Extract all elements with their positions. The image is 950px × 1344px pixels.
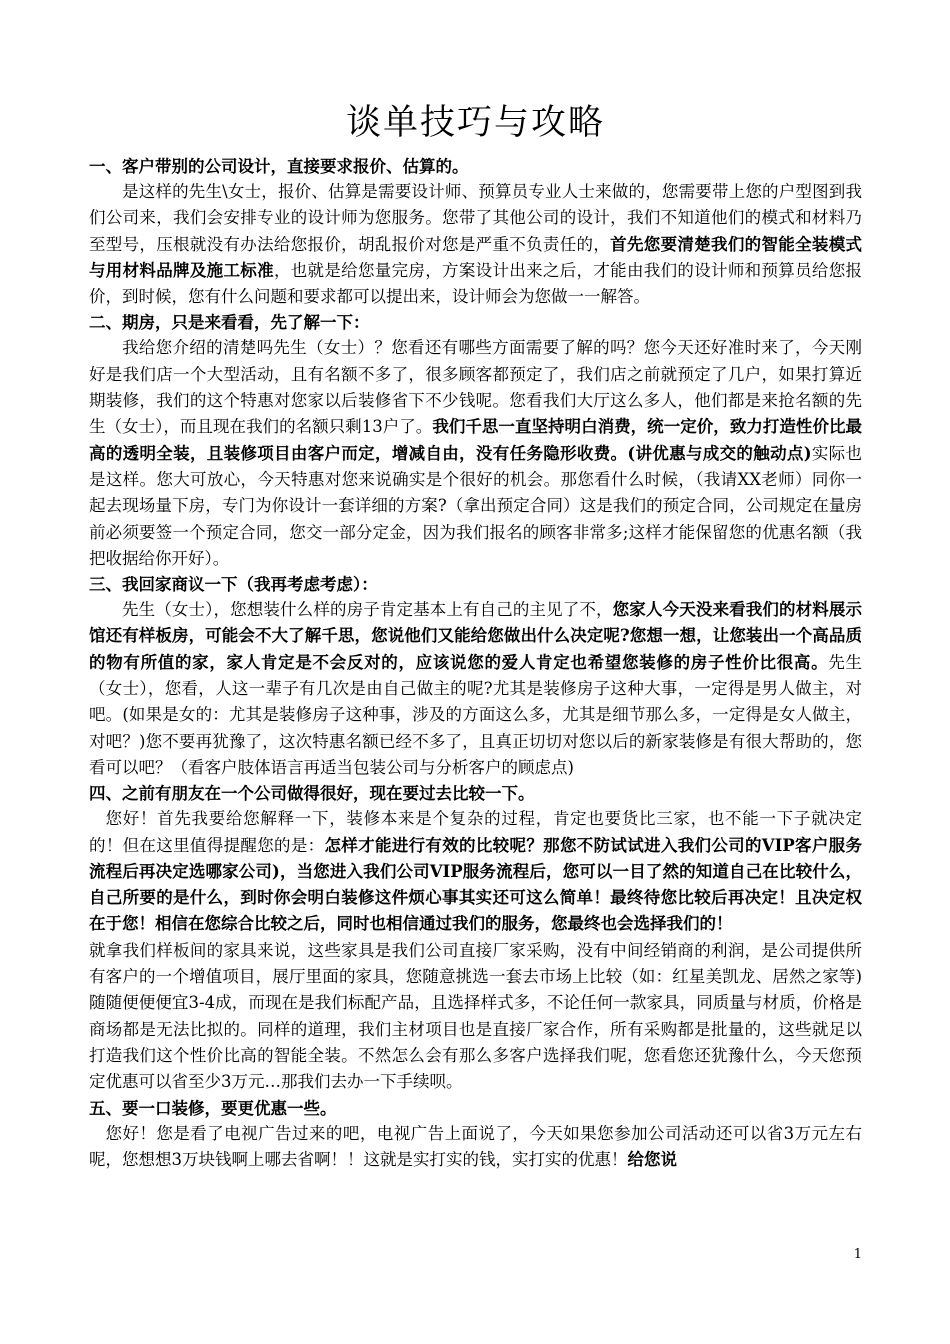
section-paragraph: [89, 1121, 862, 1174]
emphasis-text: 首先您要清楚我们的智能全装模式与用材料品牌及施工标准: [89, 234, 863, 280]
section-4: [89, 781, 862, 1095]
section-2: [89, 310, 862, 572]
body-text: 先生（女士），您看，人这一辈子有几次是由自己做主的呢?尤其是装修房子这种大事，一定得是男人做主，对吧。(如果是女的：尤其是装修房子这种事，涉及的方面这么多，尤其是细节那么多，一定得是女人做主，对吧？)您不要再犹豫了，这次特惠名额已经不多了，且真正切切对您以后的新家装修是有很大帮助的，您看可以吧？（看客户肢体语言再适当包装公司与分析客户的顾虑点): [89, 652, 863, 777]
emphasis-text: 给您说: [627, 1149, 677, 1169]
section-3: [89, 572, 862, 781]
section-heading: 二、期房，只是来看看，先了解一下：: [89, 313, 370, 333]
emphasis-text: 我们千思一直坚持明白消费，统一定价，致力打造性价比最高的透明全装，且装修项目由客户而定，增减自由，没有任务隐形收费。(讲优惠与成交的触动点): [89, 417, 863, 463]
body-text: ，也就是给您量完房，方案设计出来之后，才能由我们的设计师和预算员给您报价，到时候，您有什么问题和要求都可以提出来，设计师会为您做一一解答。: [89, 260, 863, 307]
page-number: 1: [853, 1247, 862, 1262]
emphasis-text: 您家人今天没来看我们的材料展示馆还有样板房，可能会不大了解千思，您说他们又能给您做出什么决定呢?您想一想，让您装出一个高品质的物有所值的家，家人肯定是不会反对的，应该说您的爱人肯定也希望您装修的房子性价比很高。: [89, 600, 863, 672]
body-text: 先生（女士），您想装什么样的房子肯定基本上有自己的主见了不，: [122, 600, 613, 620]
section-heading: 三、我回家商议一下（我再考虑考虑）：: [89, 575, 378, 595]
section-1: [89, 154, 862, 310]
document-title: 谈单技巧与攻略: [345, 103, 605, 143]
section-5: [89, 1096, 862, 1174]
section-paragraph: [89, 335, 862, 572]
body-text: 实际也是这样。您大可放心，今天特惠对您来说确实是个很好的机会。那您看什么时候，（我请XX老师）同你一起去现场量下房，专门为你设计一套详细的方案?（拿出预定合同）这是我们的预定合同，公司规定在量房前必须要签一个预定合同，您交一部分定金，因为我们报名的顾客非常多;这样才能保留您的优惠名额（我把收据给你开好）。: [89, 443, 863, 568]
section-paragraph: [89, 597, 862, 781]
body-text: 是这样的先生\女士，报价、估算是需要设计师、预算员专业人士来做的，您需要带上您的户型图到我们公司来，我们会安排专业的设计师为您服务。您带了其他公司的设计，我们不知道他们的模式和材料乃至型号，压根就没有办法给您报价，胡乱报价对您是严重不负责任的，: [89, 182, 862, 254]
body-text: 您好！首先我要给您解释一下，装修本来是个复杂的过程，肯定也要货比三家，也不能一下子就决定的！但在这里值得提醒您的是：: [89, 809, 862, 855]
body-text: 您好！您是看了电视广告过来的吧，电视广告上面说了，今天如果您参加公司活动还可以省3万元左右呢，您想想3万块钱啊上哪去省啊！！这就是实打实的钱，实打实的优惠！: [89, 1123, 862, 1169]
section-heading: 一、客户带别的公司设计，直接要求报价、估算的。: [89, 157, 469, 176]
section-paragraph: [89, 179, 862, 310]
section-paragraph: [89, 938, 862, 1096]
body-text: 就拿我们样板间的家具来说，这些家具是我们公司直接厂家采购，没有中间经销商的利润，是公司提供所有客户的一个增值项目，展厅里面的家具，您随意挑选一套去市场上比较（如：红星美凯龙、居然之家等)随随便便便宜3-4成，而现在是我们标配产品，且选择样式多，不论任何一款家具，同质量与材质，价格是商场都是无法比拟的。同样的道理，我们主材项目也是直接厂家合作，所有采购都是批量的，这些就足以打造我们这个性价比高的智能全装。不然怎么会有那么多客户选择我们呢，您看您还犹豫什么，今天您预定优惠可以省至少3万元…那我们去办一下手续呗。: [89, 940, 862, 1092]
section-heading: 五、要一口装修，要更优惠一些。: [89, 1098, 337, 1118]
section-heading: 四、之前有朋友在一个公司做得很好，现在要过去比较一下。: [89, 784, 535, 804]
sections-container: [89, 154, 862, 1173]
emphasis-text: 怎样才能进行有效的比较呢？那您不防试试进入我们公司的VIP客户服务流程后再决定选哪家公司)，当您进入我们公司VIP服务流程后，您可以一目了然的知道自己在比较什么，自己所要的是什么，到时你会明白装修这件烦心事其实还可这么简单！最终待您比较后再决定！且决定权在于您！相信在您综合比较之后，同时也相信通过我们的服务，您最终也会选择我们的！: [89, 835, 862, 934]
document-body: [89, 98, 862, 1173]
section-paragraph: [89, 806, 862, 937]
body-text: 我给您介绍的清楚吗先生（女士）？您看还有哪些方面需要了解的吗？您今天还好准时来了，今天刚好是我们店一个大型活动，且有名额不多了，很多顾客都预定了，我们店之前就预定了几户，如果打算近期装修，我们的这个特惠对您家以后装修省下不少钱呢。您看我们大厅这么多人，他们都是来抢名额的先生（女士），而且现在我们的名额只剩13户了。: [89, 338, 862, 437]
